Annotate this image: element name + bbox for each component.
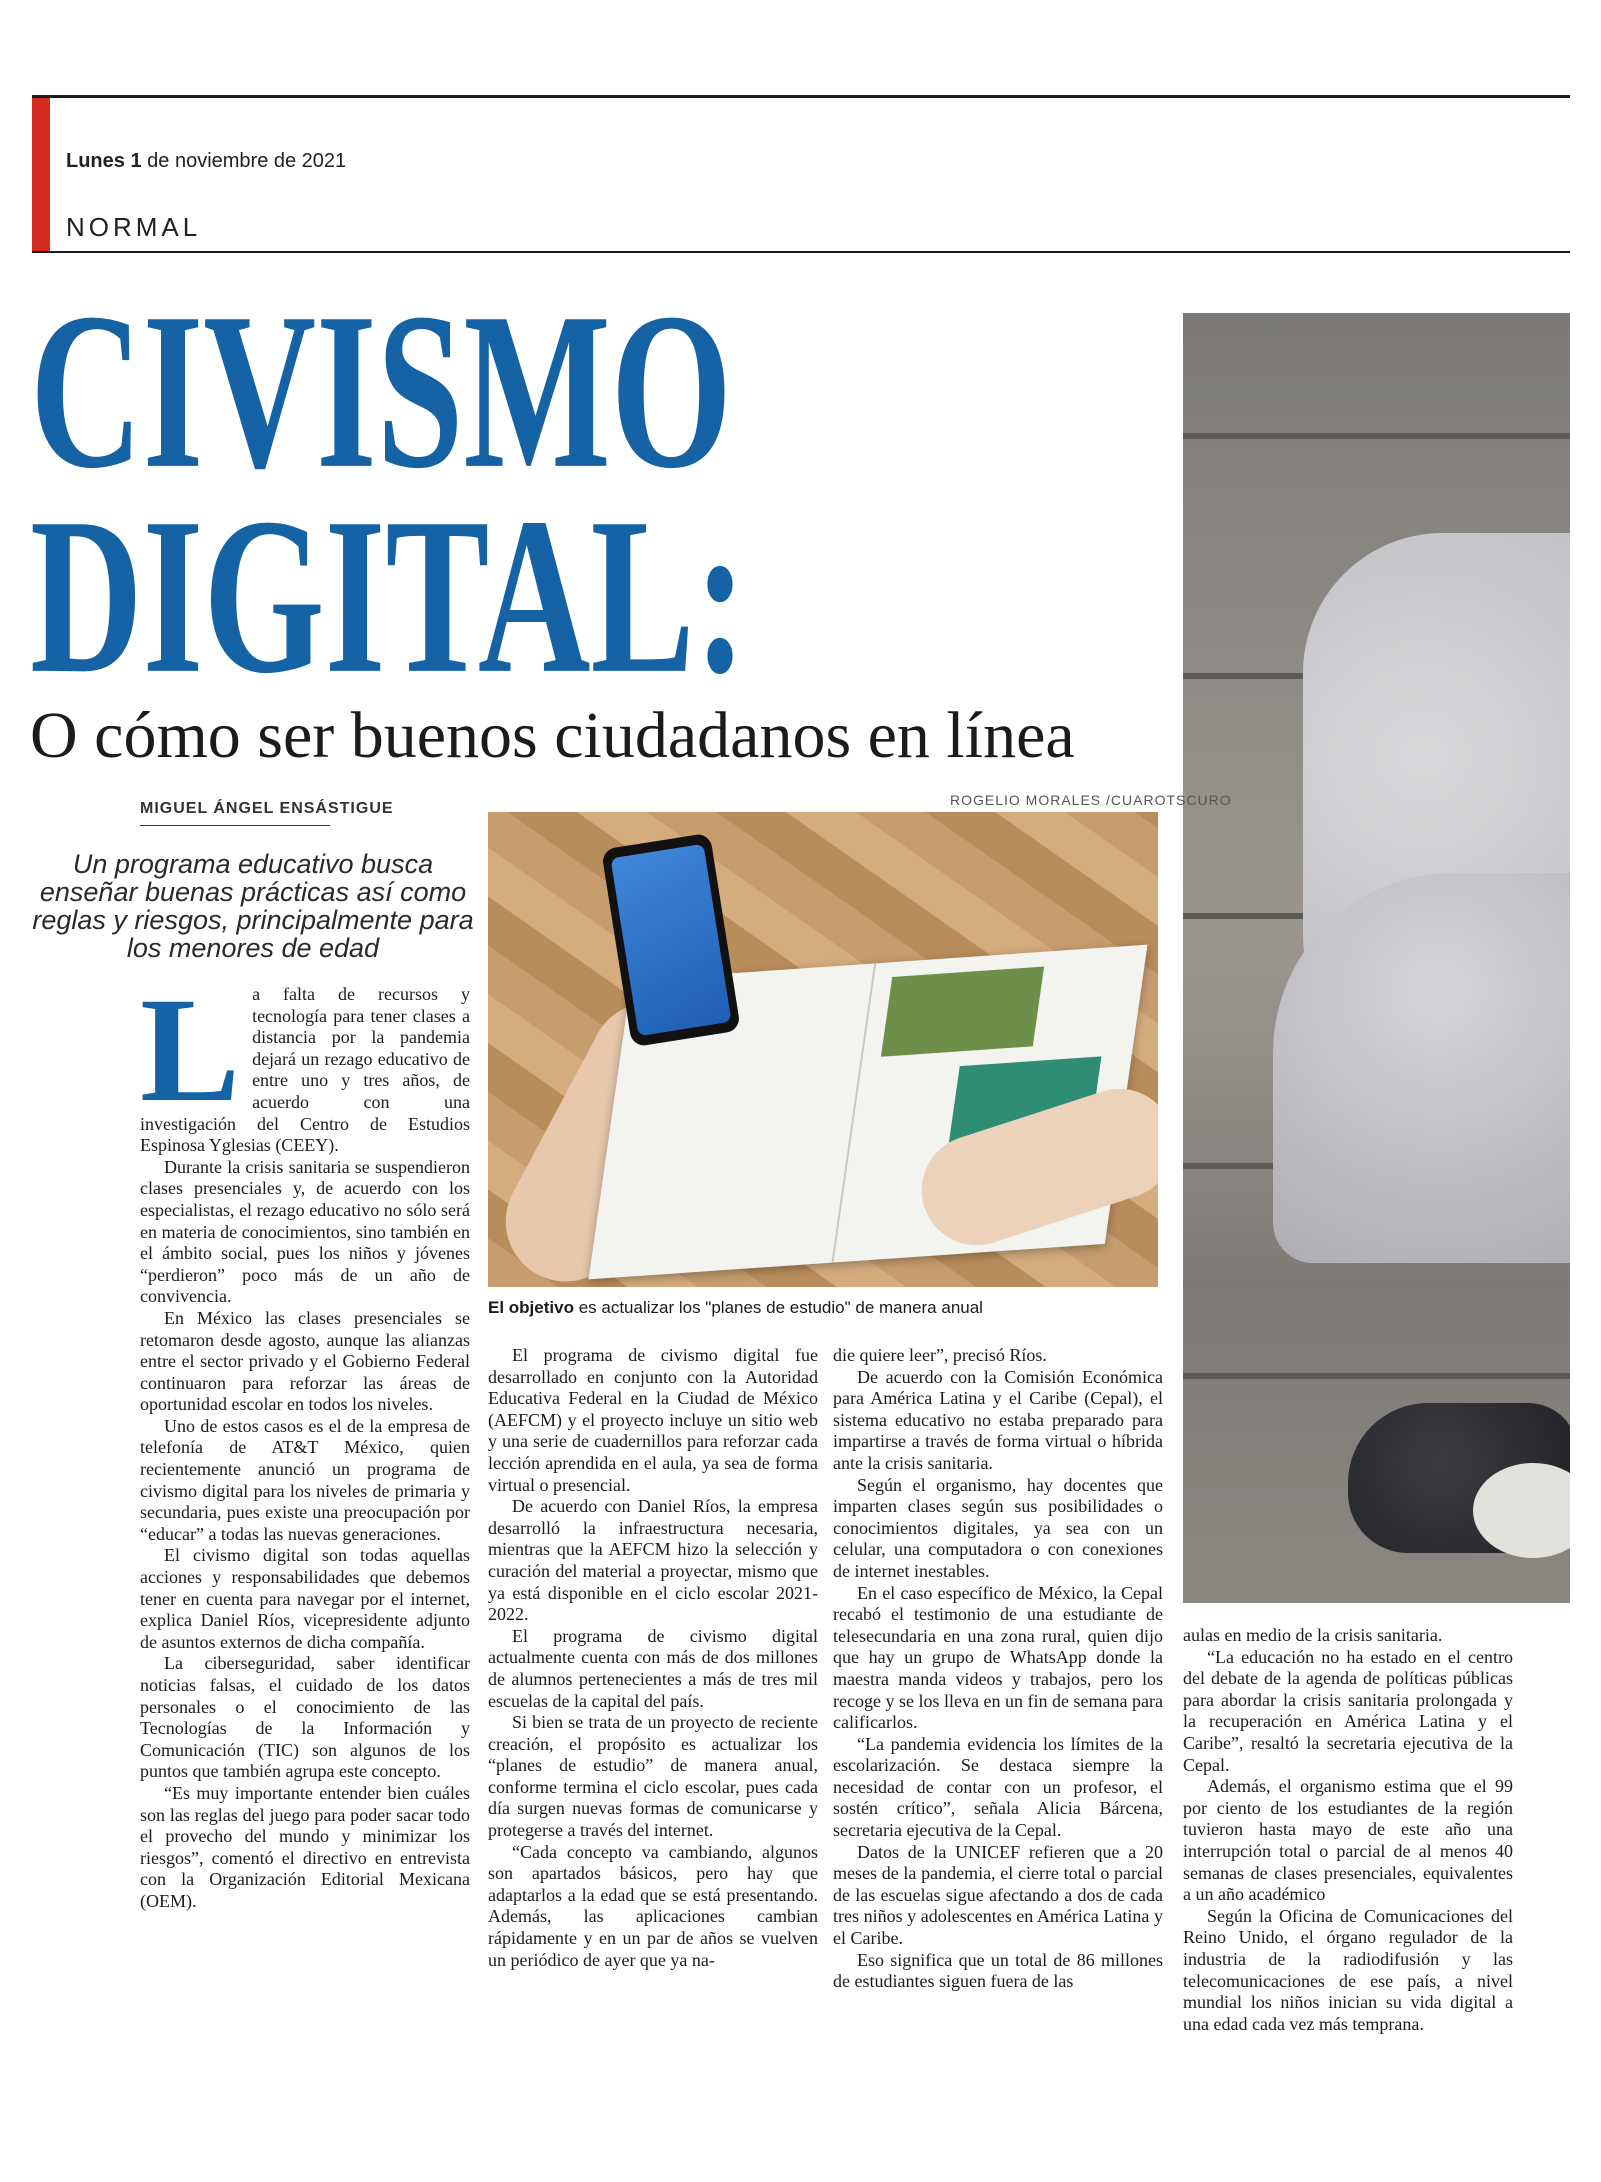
- workbook-picture: [881, 967, 1044, 1057]
- paragraph: El programa de civismo digital actualmente cuenta con más de dos millones de alumnos pertenecientes a más de tres mil escuelas de la capital del país.: [488, 1625, 818, 1711]
- paragraph: a falta de recursos y tecnología para tener clases a distancia por la pandemia dejará un rezago educativo de entre uno y tres años, de acuerdo con una investigación del Centro de Estudios Espinosa Yglesias (CEEY).: [140, 984, 470, 1156]
- paragraph: “Cada concepto va cambiando, algunos son apartados básicos, pero hay que adaptarlos a la edad que se está presentando. Además, las aplicaciones cambian rápidamente y en un par de años se vuelven un periódico de ayer que ya na-: [488, 1841, 818, 1970]
- photo-credit: ROGELIO MORALES /CUAROTSCURO: [950, 792, 1232, 808]
- issue-date: [66, 150, 346, 173]
- body-column-3: [833, 1345, 1163, 1993]
- headline-line-1: CIVISMO: [30, 267, 733, 516]
- section-label: NORMAL: [66, 212, 202, 242]
- section-accent-bar: [32, 98, 50, 253]
- paragraph: “La pandemia evidencia los límites de la escolarización. Se destaca siempre la necesidad de contar con un profesor, el sostén crítico”, señala Alicia Bárcena, secretaria ejecutiva de la Cepal.: [833, 1733, 1163, 1841]
- paragraph: “Es muy importante entender bien cuáles son las reglas del juego para poder sacar todo el provecho del mundo y minimizar los riesgos”, comentó el directivo en entrevista con la Organización Editorial Mexicana (OEM).: [140, 1782, 470, 1911]
- paragraph: Según la Oficina de Comunicaciones del Reino Unido, el órgano regulador de la industria de la radiodifusión y las telecomunicaciones de ese país, a nivel mundial los niños inician su vida digital a una edad cada vez más temprana.: [1183, 1905, 1513, 2034]
- top-rule: [32, 95, 1570, 98]
- byline-rule: [140, 825, 330, 826]
- photo-step-line: [1183, 433, 1570, 439]
- body-column-4: [1183, 1625, 1513, 2035]
- paragraph: aulas en medio de la crisis sanitaria.: [1183, 1625, 1443, 1645]
- paragraph: La ciberseguridad, saber identificar noticias falsas, el cuidado de los datos personales o el conocimiento de las Tecnologías de la Información y Comunicación (TIC) son algunos de los puntos que también agrupa este concepto.: [140, 1653, 470, 1782]
- paragraph: En el caso específico de México, la Cepal recabó el testimonio de una estudiante de telesecundaria en una zona rural, quien dijo que hay un grupo de WhatsApp donde la maestra manda videos y trabajos, pero los recoge y se los lleva en un fin de semana para calificarlos.: [833, 1582, 1163, 1733]
- paragraph: El civismo digital son todas aquellas acciones y responsabilidades que debemos tener en cuenta para navegar por el internet, explica Daniel Ríos, vicepresidente adjunto de asuntos externos de dicha compañía.: [140, 1545, 470, 1652]
- body-column-1: [140, 967, 470, 1913]
- paragraph: De acuerdo con Daniel Ríos, la empresa desarrolló la infraestructura necesaria, mientras que la AEFCM hizo la selección y curación del material a proyectar, mismo que ya está disponible en el ciclo escolar 2021-2022.: [488, 1496, 818, 1625]
- paragraph: Además, el organismo estima que el 99 por ciento de los estudiantes de la región tuvieron hasta mayo de este año una interrupción total o parcial de al menos 40 semanas de clases presenciales, equivalentes a un año académico: [1183, 1776, 1513, 1905]
- headline-subtitle: O cómo ser buenos ciudadanos en línea: [30, 699, 1075, 772]
- body-column-2: [488, 1345, 818, 1971]
- photo-caption: [488, 1298, 983, 1318]
- paragraph: “La educación no ha estado en el centro del debate de la agenda de políticas públicas para abordar la crisis sanitaria prolongada y la recuperación en América Latina y el Caribe”, resaltó la secretaria ejecutiva de la Cepal.: [1183, 1646, 1513, 1775]
- photo-step-line: [1183, 1373, 1570, 1379]
- paragraph: Según el organismo, hay docentes que imparten clases según sus posibilidades o conocimientos digitales, ya sea con un celular, una computadora o con conexiones de internet inestables.: [833, 1474, 1163, 1581]
- paragraph: Si bien se trata de un proyecto de reciente creación, el propósito es actualizar los “planes de estudio” de manera anual, conforme termina el ciclo escolar, pues cada día surgen nuevas formas de comunicarse y protegerse a través del internet.: [488, 1712, 818, 1841]
- smartphone-screen: [610, 844, 731, 1036]
- date-rest: de noviembre de 2021: [147, 150, 347, 172]
- paragraph: Uno de estos casos es el de la empresa de telefonía de AT&T México, quien recientemente anunció un programa de civismo digital para los niveles de primaria y secundaria, pues existe una preocupación por “educar” a todas las nuevas generaciones.: [140, 1415, 470, 1544]
- paragraph: die quiere leer”, precisó Ríos.: [833, 1345, 1047, 1365]
- right-photo: [1183, 313, 1570, 1603]
- workbook-spine: [831, 963, 876, 1262]
- header-rule: [32, 251, 1570, 253]
- paragraph: Eso significa que un total de 86 millones de estudiantes siguen fuera de las: [833, 1949, 1163, 1992]
- caption-text: es actualizar los "planes de estudio" de manera anual: [573, 1298, 983, 1317]
- paragraph: El programa de civismo digital fue desarrollado en conjunto con la Autoridad Educativa Federal en la Ciudad de México (AEFCM) y el proyecto incluye un sitio web y una serie de cuadernillos para reforzar cada lección aprendida en el aula, ya sea de forma virtual o presencial.: [488, 1345, 818, 1495]
- caption-lead: El objetivo: [488, 1298, 574, 1317]
- headline-line-2: DIGITAL:: [30, 472, 747, 721]
- paragraph: Durante la crisis sanitaria se suspendieron clases presenciales y, de acuerdo con los especialistas, el rezago educativo no sólo será en materia de conocimientos, sino también en el ámbito social, pues los niños y jóvenes “perdieron” poco más de un año de convivencia.: [140, 1156, 470, 1307]
- paragraph: En México las clases presenciales se retomaron desde agosto, aunque las alianzas entre el sector privado y el Gobierno Federal continuaron para reforzar las áreas de oportunidad escolar en todos los niveles.: [140, 1307, 470, 1415]
- article-deck: Un programa educativo busca enseñar buenas prácticas así como reglas y riesgos, principalmente para los menores de edad: [32, 849, 474, 963]
- date-day: Lunes 1: [66, 150, 142, 172]
- drop-cap: L: [140, 967, 241, 1133]
- paragraph: De acuerdo con la Comisión Económica para América Latina y el Caribe (Cepal), el sistema educativo no estaba preparado para impartirse a través de forma virtual o híbrida ante la crisis sanitaria.: [833, 1366, 1163, 1473]
- center-photo: [488, 812, 1158, 1287]
- byline: MIGUEL ÁNGEL ENSÁSTIGUE: [140, 800, 394, 817]
- paragraph: Datos de la UNICEF refieren que a 20 meses de la pandemia, el cierre total o parcial de las escuelas sigue afectando a dos de cada tres niños y adolescentes en América Latina y el Caribe.: [833, 1841, 1163, 1949]
